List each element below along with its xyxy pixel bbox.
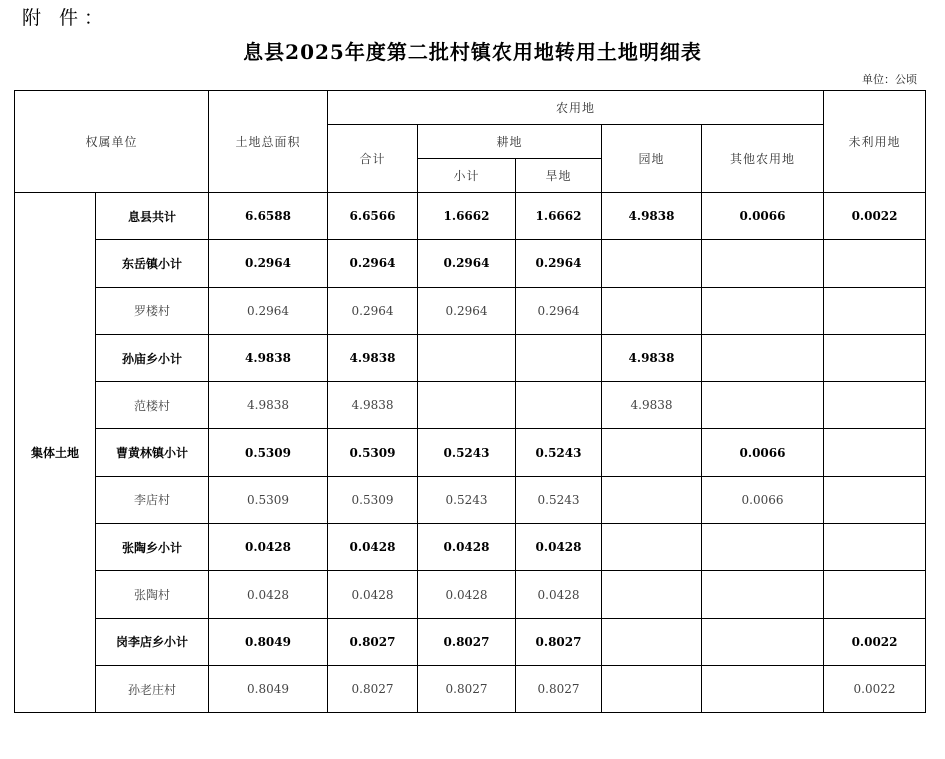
row-name: 李店村 [96,476,209,523]
table-row [15,382,926,429]
total-area-cell: 6.6588 [209,193,328,240]
other-farmland-cell: 0.0066 [702,429,824,476]
farmland-sum-cell: 0.5309 [328,476,418,523]
total-area-cell: 0.8049 [209,618,328,665]
row-name: 息县共计 [96,193,209,240]
garden-cell [602,287,702,334]
dry-land-cell: 0.5243 [516,476,602,523]
header-other-farmland: 其他农用地 [702,125,824,193]
total-area-cell: 0.2964 [209,287,328,334]
cultivated-subtotal-cell [418,334,516,381]
total-area-cell: 4.9838 [209,382,328,429]
garden-cell: 4.9838 [602,193,702,240]
garden-cell [602,476,702,523]
other-farmland-cell [702,334,824,381]
total-area-cell: 0.0428 [209,524,328,571]
dry-land-cell: 0.5243 [516,429,602,476]
table-row [15,476,926,523]
dry-land-cell [516,382,602,429]
cultivated-subtotal-cell: 0.5243 [418,476,516,523]
cultivated-subtotal-cell [418,382,516,429]
header-total-area: 土地总面积 [209,91,328,193]
garden-cell [602,618,702,665]
row-name: 曹黄林镇小计 [96,429,209,476]
row-name: 罗楼村 [96,287,209,334]
header-cultivated: 耕地 [418,125,602,159]
attachment-label: 附 件： [22,7,110,29]
farmland-sum-cell: 0.0428 [328,571,418,618]
farmland-sum-cell: 0.2964 [328,240,418,287]
table-row [15,571,926,618]
other-farmland-cell: 0.0066 [702,193,824,240]
farmland-sum-cell: 4.9838 [328,382,418,429]
unused-land-cell: 0.0022 [824,193,926,240]
unused-land-cell: 0.0022 [824,618,926,665]
cultivated-subtotal-cell: 0.0428 [418,524,516,571]
header-cultivated-subtotal: 小计 [418,159,516,193]
cultivated-subtotal-cell: 0.8027 [418,618,516,665]
cultivated-subtotal-cell: 0.8027 [418,665,516,712]
header-farmland: 农用地 [328,91,824,125]
dry-land-cell: 0.8027 [516,618,602,665]
cultivated-subtotal-cell: 0.5243 [418,429,516,476]
total-area-cell: 0.8049 [209,665,328,712]
row-name: 岗李店乡小计 [96,618,209,665]
unused-land-cell [824,382,926,429]
table-row [15,429,926,476]
total-area-cell: 4.9838 [209,334,328,381]
row-name: 孙老庄村 [96,665,209,712]
unit-label: 单位：公顷 [862,73,917,86]
farmland-sum-cell: 4.9838 [328,334,418,381]
total-area-cell: 0.5309 [209,476,328,523]
unused-land-cell [824,476,926,523]
header-row-1 [15,91,926,125]
total-area-cell: 0.0428 [209,571,328,618]
table-row [15,240,926,287]
header-unused-land: 未利用地 [824,91,926,193]
other-farmland-cell [702,571,824,618]
garden-cell [602,524,702,571]
cultivated-subtotal-cell: 0.2964 [418,287,516,334]
unused-land-cell [824,287,926,334]
cultivated-subtotal-cell: 0.2964 [418,240,516,287]
table-row [15,193,926,240]
header-dry-land: 旱地 [516,159,602,193]
other-farmland-cell: 0.0066 [702,476,824,523]
row-name: 孙庙乡小计 [96,334,209,381]
header-garden: 园地 [602,125,702,193]
dry-land-cell: 0.2964 [516,287,602,334]
farmland-sum-cell: 0.5309 [328,429,418,476]
unused-land-cell [824,240,926,287]
table-row [15,524,926,571]
dry-land-cell: 0.8027 [516,665,602,712]
unused-land-cell [824,429,926,476]
unused-land-cell [824,571,926,618]
total-area-cell: 0.5309 [209,429,328,476]
garden-cell: 4.9838 [602,334,702,381]
header-owner-unit: 权属单位 [15,91,209,193]
row-name: 张陶村 [96,571,209,618]
cultivated-subtotal-cell: 0.0428 [418,571,516,618]
garden-cell [602,665,702,712]
other-farmland-cell [702,665,824,712]
table-row [15,287,926,334]
other-farmland-cell [702,618,824,665]
unused-land-cell [824,334,926,381]
dry-land-cell: 0.0428 [516,524,602,571]
table-row [15,665,926,712]
garden-cell: 4.9838 [602,382,702,429]
table-row [15,334,926,381]
header-subtotal: 合计 [328,125,418,193]
garden-cell [602,429,702,476]
table-row [15,618,926,665]
unused-land-cell: 0.0022 [824,665,926,712]
other-farmland-cell [702,524,824,571]
dry-land-cell [516,334,602,381]
row-name: 张陶乡小计 [96,524,209,571]
total-area-cell: 0.2964 [209,240,328,287]
category-cell: 集体土地 [15,193,96,713]
dry-land-cell: 0.0428 [516,571,602,618]
farmland-sum-cell: 0.2964 [328,287,418,334]
farmland-sum-cell: 6.6566 [328,193,418,240]
dry-land-cell: 0.2964 [516,240,602,287]
dry-land-cell: 1.6662 [516,193,602,240]
cultivated-subtotal-cell: 1.6662 [418,193,516,240]
garden-cell [602,571,702,618]
page-title: 息县2025年度第二批村镇农用地转用土地明细表 [243,40,702,64]
farmland-sum-cell: 0.0428 [328,524,418,571]
farmland-sum-cell: 0.8027 [328,665,418,712]
row-name: 东岳镇小计 [96,240,209,287]
other-farmland-cell [702,287,824,334]
other-farmland-cell [702,382,824,429]
row-name: 范楼村 [96,382,209,429]
garden-cell [602,240,702,287]
other-farmland-cell [702,240,824,287]
unused-land-cell [824,524,926,571]
land-detail-table [14,90,926,713]
farmland-sum-cell: 0.8027 [328,618,418,665]
